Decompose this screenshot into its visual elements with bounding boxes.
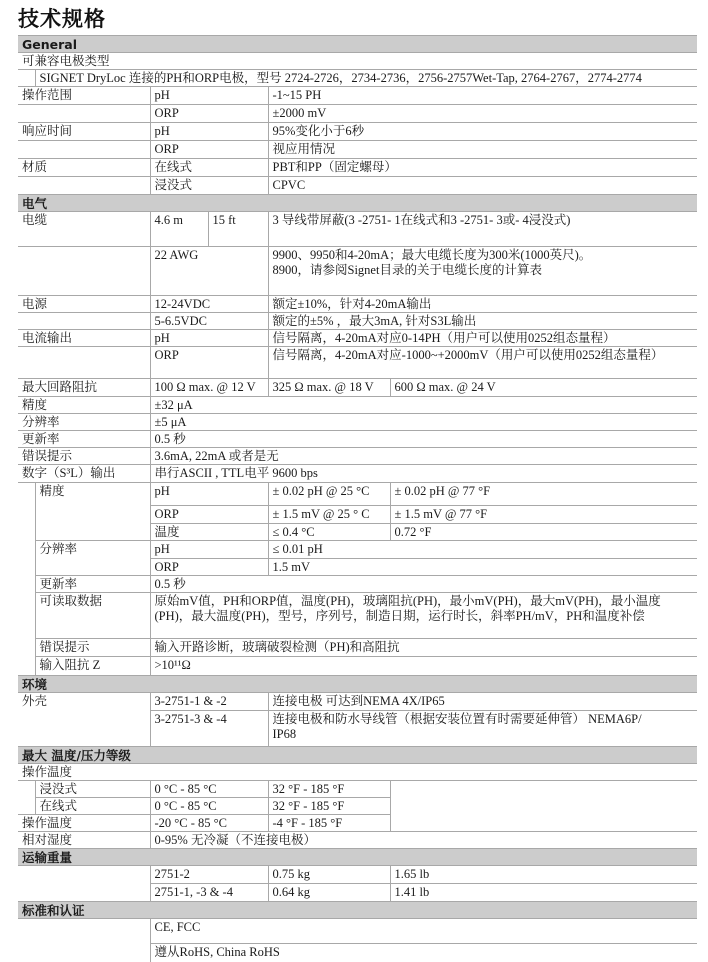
value-update-rate: 0.5 秒 [150, 431, 697, 448]
param-material-inline: 在线式 [150, 159, 268, 177]
label-operating-temp: 操作温度 [18, 815, 150, 832]
value-response-ph: 95%变化小于6秒 [268, 123, 697, 141]
value-weight-lb-2: 1.41 lb [390, 884, 697, 902]
label-digital-output: 数字（S³L）输出 [18, 465, 150, 483]
value-standards-1: CE, FCC [150, 919, 697, 944]
value-input-impedance: >10¹¹Ω [150, 657, 697, 676]
label-humidity: 相对湿度 [18, 832, 150, 849]
value-cable-awg: 22 AWG [150, 247, 268, 296]
value-temp-inline-c: 0 °C - 85 °C [150, 798, 268, 815]
value-current-ph: 信号隔离，4-20mA对应0-14PH（用户可以使用0252组态量程） [268, 330, 697, 347]
value-digital-update-rate: 0.5 秒 [150, 576, 697, 593]
label-compatible-electrodes: 可兼容电极类型 [18, 53, 697, 70]
value-digital-accuracy-orp-f: ± 1.5 mV @ 77 °F [390, 506, 697, 524]
value-humidity: 0-95% 无冷凝（不连接电极） [150, 832, 697, 849]
label-cable: 电缆 [18, 212, 150, 247]
value-material-inline: PBT和PP（固定螺母） [268, 159, 697, 177]
value-digital-error: 输入开路诊断，玻璃破裂检测（PH)和高阻抗 [150, 639, 697, 657]
label-digital-error: 错误提示 [35, 639, 150, 657]
param-enclosure-2: 3-2751-3 & -4 [150, 711, 268, 747]
value-digital-accuracy-temp-c: ≤ 0.4 °C [268, 524, 390, 541]
value-digital-resolution-orp: 1.5 mV [268, 559, 697, 576]
label-readable-data: 可读取数据 [35, 593, 150, 639]
value-awg-desc [268, 247, 697, 296]
label-input-impedance: 输入阻抗 Z [35, 657, 150, 676]
value-power-v1: 额定±10%，针对4-20mA输出 [268, 296, 697, 313]
param-temp-inline: 在线式 [35, 798, 150, 815]
param-weight-model-2: 2751-1, -3 & -4 [150, 884, 268, 902]
label-response-time: 响应时间 [18, 123, 150, 141]
param-current-ph: pH [150, 330, 268, 347]
value-loop-12v: 100 Ω max. @ 12 V [150, 379, 268, 397]
awg-desc-line2: 8900，请参阅Signet目录的关于电缆长度的计算表 [272, 263, 542, 277]
param-weight-model-1: 2751-2 [150, 866, 268, 884]
value-temp-submersible-c: 0 °C - 85 °C [150, 781, 268, 798]
label-operating-range: 操作范围 [18, 87, 150, 105]
empty-cell [18, 247, 150, 296]
param-range-ph: pH [150, 87, 268, 105]
section-header-environment: 环境 [18, 676, 697, 693]
label-error-indication: 错误提示 [18, 448, 150, 465]
value-digital-accuracy-ph-f: ± 0.02 pH @ 77 °F [390, 483, 697, 506]
section-header-ratings: 最大 温度/压力等级 [18, 747, 697, 764]
label-accuracy: 精度 [18, 397, 150, 414]
indent-cell [18, 483, 35, 676]
value-enclosure-1: 连接电极 可达到NEMA 4X/IP65 [268, 693, 697, 711]
param-digital-accuracy-ph: pH [150, 483, 268, 506]
param-power-v1: 12-24VDC [150, 296, 268, 313]
value-weight-lb-1: 1.65 lb [390, 866, 697, 884]
section-header-shipping: 运输重量 [18, 849, 697, 866]
value-current-orp: 信号隔离，4-20mA对应-1000~+2000mV（用户可以使用0252组态量程） [268, 347, 697, 379]
value-accuracy: ±32 μA [150, 397, 697, 414]
label-resolution: 分辨率 [18, 414, 150, 431]
indent-cell [18, 781, 35, 815]
value-material-submersible: CPVC [268, 177, 697, 195]
param-response-orp: ORP [150, 141, 268, 159]
param-material-submersible: 浸没式 [150, 177, 268, 195]
value-readable-data: 原始mV值，PH和ORP值，温度(PH)，玻璃阻抗(PH)，最小mV(PH)，最大mV(PH)，最小温度(PH)，最大温度(PH)，型号，序列号，制造日期，运行时长，斜率PH/mV，PH和温度补偿 [150, 593, 697, 639]
value-error-indication: 3.6mA, 22mA 或者是无 [150, 448, 697, 465]
value-operating-temp-c: -20 °C - 85 °C [150, 815, 268, 832]
value-cable-desc: 3 导线带屏蔽(3 -2751- 1在线式和3 -2751- 3或- 4浸没式) [268, 212, 697, 247]
label-digital-update-rate: 更新率 [35, 576, 150, 593]
label-current-output: 电流输出 [18, 330, 150, 347]
param-temp-submersible: 浸没式 [35, 781, 150, 798]
value-loop-18v: 325 Ω max. @ 18 V [268, 379, 390, 397]
value-temp-inline-f: 32 °F - 185 °F [268, 798, 390, 815]
value-range-orp: ±2000 mV [268, 105, 697, 123]
value-response-orp: 视应用情况 [268, 141, 697, 159]
label-power: 电源 [18, 296, 150, 313]
empty-cell [18, 141, 150, 159]
label-enclosure: 外壳 [18, 693, 150, 747]
param-digital-accuracy-temp: 温度 [150, 524, 268, 541]
value-operating-temp-f: -4 °F - 185 °F [268, 815, 390, 832]
section-header-standards: 标准和认证 [18, 902, 697, 919]
value-digital-resolution-ph: ≤ 0.01 pH [268, 541, 697, 559]
value-standards-2: 遵从RoHS, China RoHS [150, 944, 697, 962]
value-range-ph: -1~15 PH [268, 87, 697, 105]
value-digital-output: 串行ASCII , TTL电平 9600 bps [150, 465, 697, 483]
label-material: 材质 [18, 159, 150, 177]
label-operating-temp-group: 操作温度 [18, 764, 697, 781]
spec-table [18, 35, 697, 962]
value-weight-kg-1: 0.75 kg [268, 866, 390, 884]
empty-cell [18, 866, 150, 902]
param-digital-accuracy-orp: ORP [150, 506, 268, 524]
value-weight-kg-2: 0.64 kg [268, 884, 390, 902]
empty-cell [390, 781, 697, 832]
value-cable-m: 4.6 m [150, 212, 208, 247]
empty-cell [18, 347, 150, 379]
param-digital-resolution-orp: ORP [150, 559, 268, 576]
value-loop-24v: 600 Ω max. @ 24 V [390, 379, 697, 397]
param-digital-resolution-ph: pH [150, 541, 268, 559]
value-cable-ft: 15 ft [208, 212, 268, 247]
indent-cell [18, 70, 35, 87]
param-enclosure-1: 3-2751-1 & -2 [150, 693, 268, 711]
empty-cell [18, 177, 150, 195]
param-power-v2: 5-6.5VDC [150, 313, 268, 330]
value-power-v2: 额定的±5% ，最大3mA, 针对S3L输出 [268, 313, 697, 330]
value-temp-submersible-f: 32 °F - 185 °F [268, 781, 390, 798]
page-title: 技术规格 [18, 7, 106, 31]
empty-cell [18, 105, 150, 123]
value-digital-accuracy-temp-f: 0.72 °F [390, 524, 697, 541]
value-enclosure-2 [268, 711, 697, 747]
label-max-loop-impedance: 最大回路阻抗 [18, 379, 150, 397]
param-response-ph: pH [150, 123, 268, 141]
label-digital-accuracy: 精度 [35, 483, 150, 541]
section-header-general: General [18, 36, 697, 53]
section-header-electrical: 电气 [18, 195, 697, 212]
param-current-orp: ORP [150, 347, 268, 379]
label-update-rate: 更新率 [18, 431, 150, 448]
empty-cell [18, 313, 150, 330]
value-compatible-electrodes: SIGNET DryLoc 连接的PH和ORP电极，型号 2724-2726，2734-2736，2756-2757Wet-Tap, 2764-2767，2774-2774 [35, 70, 697, 87]
awg-desc-line1: 9900、9950和4-20mA；最大电缆长度为300米(1000英尺)。 [272, 248, 592, 262]
value-resolution: ±5 μA [150, 414, 697, 431]
value-digital-accuracy-ph-c: ± 0.02 pH @ 25 °C [268, 483, 390, 506]
empty-cell [18, 919, 150, 962]
enclosure-2-line2: IP68 [272, 727, 297, 741]
enclosure-2-line1: 连接电极和防水导线管（根据安装位置有时需要延伸管） NEMA6P/ [272, 712, 642, 726]
value-digital-accuracy-orp-c: ± 1.5 mV @ 25 ° C [268, 506, 390, 524]
label-digital-resolution: 分辨率 [35, 541, 150, 576]
param-range-orp: ORP [150, 105, 268, 123]
